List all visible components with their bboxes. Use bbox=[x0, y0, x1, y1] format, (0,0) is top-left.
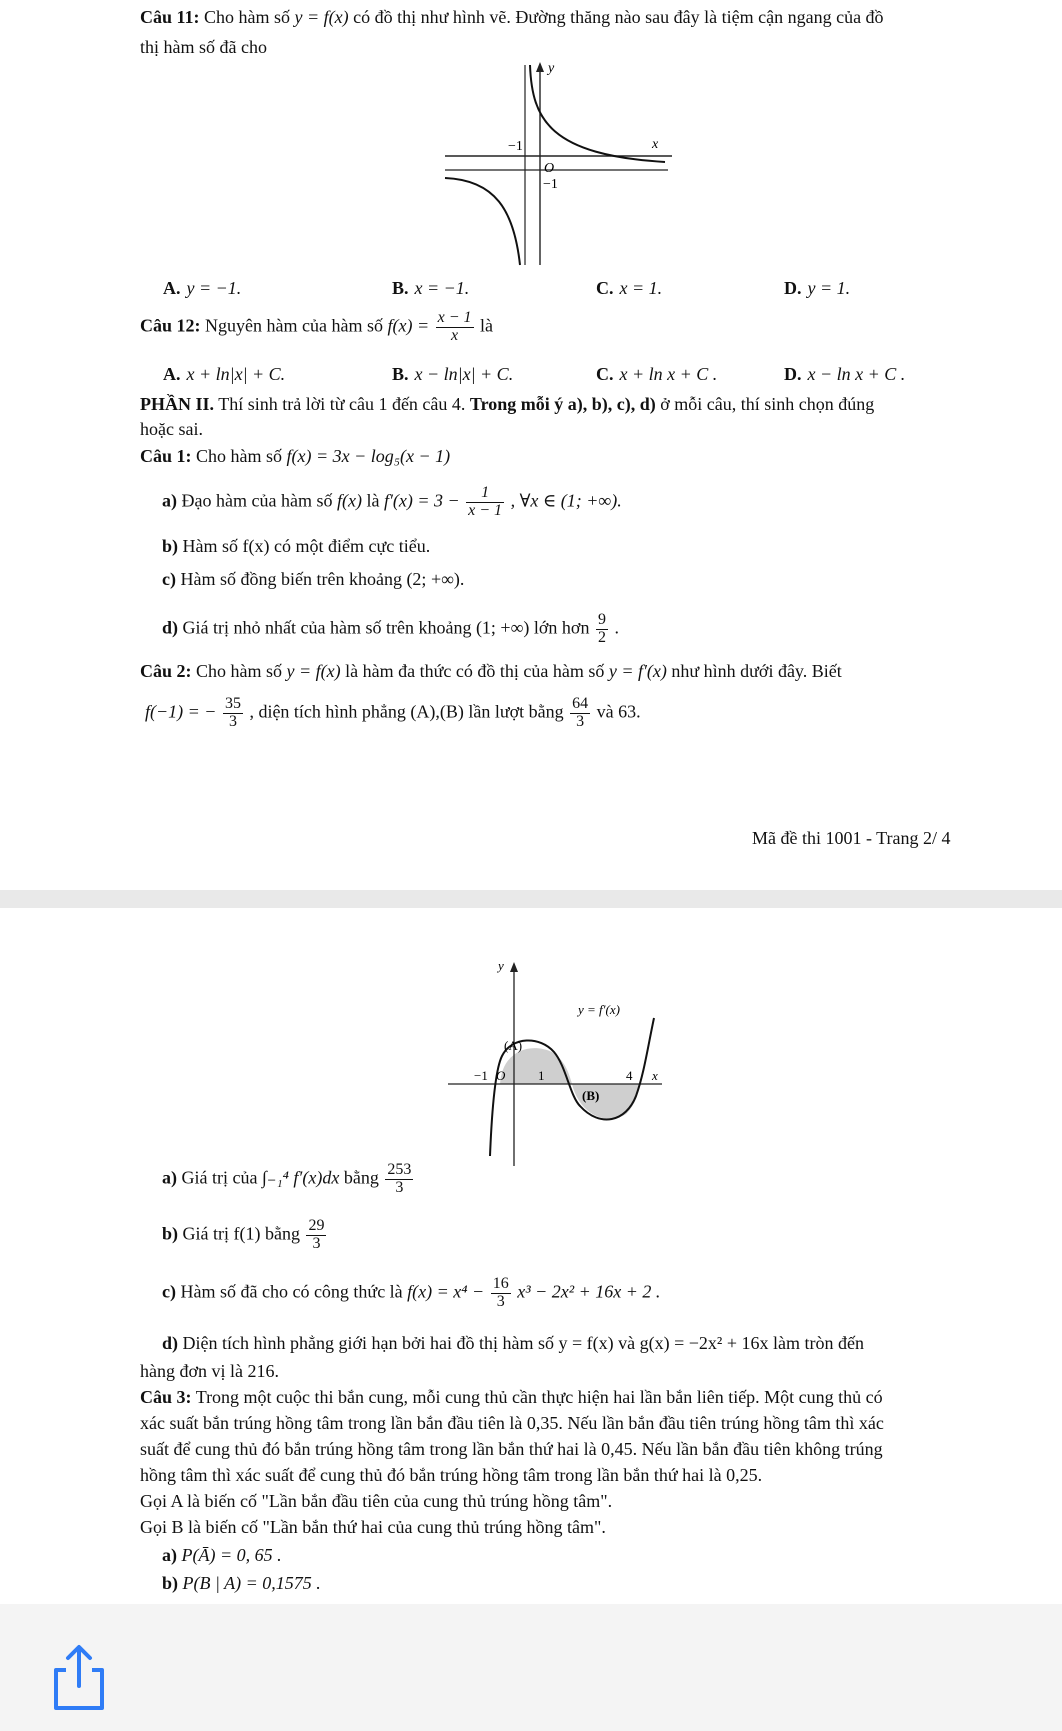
c2-tick-neg1: −1 bbox=[474, 1068, 488, 1083]
c2-item-d-cont: hàng đơn vị là 216. bbox=[140, 1361, 279, 1381]
c2-tick-4: 4 bbox=[626, 1068, 633, 1083]
c1-title: Câu 1: bbox=[140, 446, 192, 466]
c3-line-3: suất để cung thủ đó bắn trúng hồng tâm trong lần bắn thứ hai là 0,45. Nếu lần bắn đầu tiên không trúng bbox=[140, 1439, 883, 1459]
q12-option-c[interactable]: C. x + ln x + C . bbox=[596, 364, 718, 384]
q12-option-a[interactable]: A. x + ln|x| + C. bbox=[163, 364, 286, 384]
c2-region-a-label: (A) bbox=[504, 1038, 523, 1053]
c1-item-a[interactable]: a) Đạo hàm của hàm số f(x) là f′(x) = 3 − $\frac{1}{x - 1}$ , ∀x ∈ (1; +∞). bbox=[162, 484, 622, 519]
c2-item-d[interactable]: d) Diện tích hình phẳng giới hạn bởi hai đồ thị hàm số y = f(x) và g(x) = −2x² + 16x làm tròn đến bbox=[162, 1333, 864, 1353]
c2-y-arrow bbox=[510, 962, 518, 972]
c3-item-a[interactable]: a) P(Ā) = 0, 65 . bbox=[162, 1545, 282, 1565]
q11-label-neg1-y: −1 bbox=[543, 177, 558, 192]
q12-line: Câu 12: Nguyên hàm của hàm số f(x) = $\frac{x - 1}{x}$ là bbox=[140, 309, 493, 344]
c1-item-d[interactable]: d) Giá trị nhỏ nhất của hàm số trên khoảng (1; +∞) lớn hơn $\frac{9}{2}$ . bbox=[162, 611, 619, 646]
q11-x-label: x bbox=[652, 137, 659, 152]
c3-line-2: xác suất bắn trúng hồng tâm trong lần bắn đầu tiên là 0,35. Nếu lần bắn đầu tiên trúng hồng tâm thì xác bbox=[140, 1413, 884, 1433]
page-footer: Mã đề thi 1001 - Trang 2/ 4 bbox=[752, 828, 951, 848]
q11-line-2: thị hàm số đã cho bbox=[140, 37, 267, 57]
q11-origin-label: O bbox=[544, 161, 555, 176]
c3-title: Câu 3: bbox=[140, 1387, 192, 1407]
c2-line-2: f(−1) = − $\frac{35}{3}$ , diện tích hình phẳng (A),(B) lần lượt bằng $\frac{64}{3}$ và 63. bbox=[145, 695, 641, 730]
q11-curve-right bbox=[530, 65, 665, 162]
q11-graph bbox=[440, 60, 680, 270]
q11-line-1: Câu 11: Cho hàm số y = f(x) có đồ thị như hình vẽ. Đường thăng nào sau đây là tiệm cận ngang của đồ bbox=[140, 7, 884, 27]
c2-y-label: y bbox=[498, 958, 504, 973]
q11-curve-left bbox=[445, 178, 520, 265]
q11-option-c[interactable]: C. x = 1. bbox=[596, 278, 663, 298]
q12-option-b[interactable]: B. x − ln|x| + C. bbox=[392, 364, 514, 384]
part2-heading: PHẦN II. bbox=[140, 394, 215, 414]
q11-option-a[interactable]: A. y = −1. bbox=[163, 278, 242, 298]
q11-option-b[interactable]: B. x = −1. bbox=[392, 278, 470, 298]
c3-line-4: hồng tâm thì xác suất để cung thủ đó bắn trúng hồng tâm trong lần bắn thứ hai là 0,25. bbox=[140, 1465, 763, 1485]
c3-line-1: Câu 3: Trong một cuộc thi bắn cung, mỗi cung thủ cần thực hiện hai lần bắn liên tiếp. Một cung thủ có bbox=[140, 1387, 883, 1407]
c3-item-b[interactable]: b) P(B | A) = 0,1575 . bbox=[162, 1573, 321, 1593]
exam-page-2 bbox=[0, 908, 1062, 1604]
c2-item-b[interactable]: b) Giá trị f(1) bằng $\frac{29}{3}$ bbox=[162, 1217, 325, 1252]
c2-tick-origin: O bbox=[496, 1068, 506, 1083]
c2-title: Câu 2: bbox=[140, 661, 192, 681]
c2-tick-1: 1 bbox=[538, 1068, 545, 1083]
c1-line: Câu 1: Cho hàm số f(x) = 3x − log₅(x − 1) bbox=[140, 446, 451, 466]
c2-item-c[interactable]: c) Hàm số đã cho có công thức là f(x) = x⁴ − $\frac{16}{3}$ x³ − 2x² + 16x + 2 . bbox=[162, 1275, 661, 1310]
c3-line-5: Gọi A là biến cố "Lần bắn đầu tiên của cung thủ trúng hồng tâm". bbox=[140, 1491, 613, 1511]
q12-option-d[interactable]: D. x − ln x + C . bbox=[784, 364, 906, 384]
c2-x-label: x bbox=[652, 1068, 658, 1083]
c2-curve-label: y = f′(x) bbox=[578, 1002, 620, 1017]
q11-y-arrow bbox=[536, 62, 544, 72]
c1-item-b[interactable]: b) Hàm số f(x) có một điểm cực tiểu. bbox=[162, 536, 431, 556]
share-icon[interactable] bbox=[44, 1642, 114, 1712]
bottom-toolbar bbox=[0, 1604, 1062, 1731]
q12-fraction: $\frac{x - 1}{x}$ bbox=[437, 309, 472, 344]
c2-region-b-label: (B) bbox=[582, 1088, 600, 1103]
part2-line-1: PHẦN II. Thí sinh trả lời từ câu 1 đến câu 4. Trong mỗi ý a), b), c), d) ở mỗi câu, thí sinh chọn đúng bbox=[140, 394, 875, 414]
q11-y-label: y bbox=[548, 61, 555, 76]
q12-title: Câu 12: bbox=[140, 315, 201, 336]
part2-line-2: hoặc sai. bbox=[140, 419, 203, 439]
c2-graph bbox=[440, 956, 670, 1171]
q11-option-d[interactable]: D. y = 1. bbox=[784, 278, 851, 298]
c2-line-1: Câu 2: Cho hàm số y = f(x) là hàm đa thức có đồ thị của hàm số y = f′(x) như hình dưới đây. Biết bbox=[140, 661, 842, 681]
c2-item-a[interactable]: a) Giá trị của ∫₋₁⁴ f′(x)dx bằng $\frac{253}{3}$ bbox=[162, 1161, 412, 1196]
c3-line-6: Gọi B là biến cố "Lần bắn thứ hai của cung thủ trúng hồng tâm". bbox=[140, 1517, 606, 1537]
q11-title: Câu 11: bbox=[140, 7, 200, 27]
c1-item-c[interactable]: c) Hàm số đồng biến trên khoảng (2; +∞). bbox=[162, 569, 465, 589]
q11-label-neg1-x: −1 bbox=[508, 139, 523, 154]
